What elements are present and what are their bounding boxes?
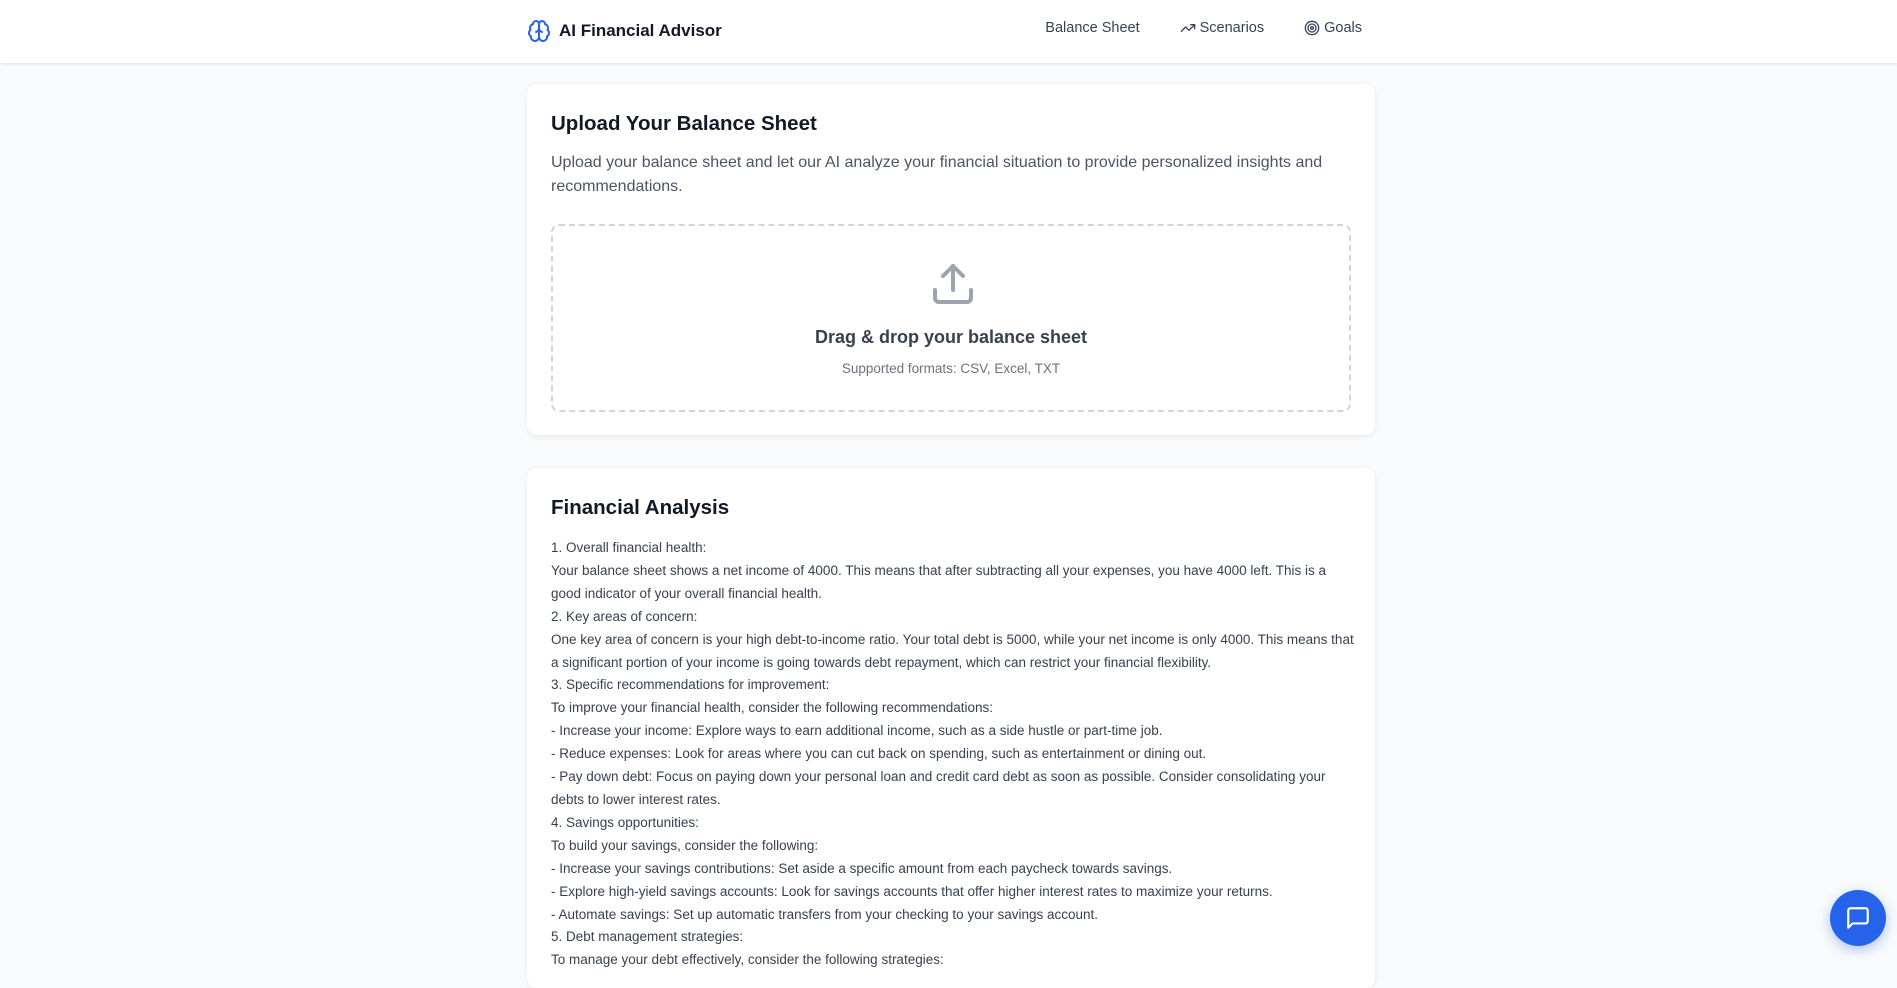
chat-icon bbox=[1845, 905, 1871, 931]
chat-button[interactable] bbox=[1830, 890, 1886, 946]
analysis-line: 5. Debt management strategies: bbox=[551, 929, 744, 945]
nav-goals-label: Goals bbox=[1324, 20, 1362, 36]
analysis-line: - Reduce expenses: Look for areas where you can cut back on spending, such as entertainment or dining out. bbox=[551, 746, 1207, 762]
analysis-line: 3. Specific recommendations for improvement: bbox=[551, 677, 830, 693]
analysis-line: 4. Savings opportunities: bbox=[551, 814, 699, 830]
analysis-line: To improve your financial health, consider the following recommendations: bbox=[551, 700, 993, 716]
brand[interactable] bbox=[527, 19, 722, 43]
nav-balance-sheet-label: Balance Sheet bbox=[1045, 20, 1140, 36]
upload-description: Upload your balance sheet and let our AI analyze your financial situation to provide personalized insights and recommendations. bbox=[551, 154, 1323, 195]
analysis-line: - Automate savings: Set up automatic transfers from your checking to your savings account. bbox=[551, 906, 1099, 922]
analysis-line: To build your savings, consider the following: bbox=[551, 837, 819, 853]
analysis-line: Your balance sheet shows a net income of 4000. This means that after subtracting all your expenses, you have 4000 left. This is a good indicator of your overall financial health. bbox=[551, 562, 1326, 601]
nav-scenarios[interactable] bbox=[1180, 20, 1264, 36]
analysis-line: - Pay down debt: Focus on paying down your personal loan and credit card debt as soon as possible. Consider consolidating your debts to lower interest rates. bbox=[551, 769, 1326, 807]
target-icon bbox=[1304, 20, 1320, 36]
nav-scenarios-label: Scenarios bbox=[1199, 20, 1265, 36]
app-title: AI Financial Advisor bbox=[559, 21, 722, 40]
nav-goals[interactable] bbox=[1304, 20, 1362, 36]
analysis-line: - Increase your income: Explore ways to earn additional income, such as a side hustle or part-time job. bbox=[551, 723, 1163, 739]
analysis-title: Financial Analysis bbox=[551, 496, 730, 519]
analysis-line: 2. Key areas of concern: bbox=[551, 608, 698, 624]
file-dropzone[interactable] bbox=[551, 224, 1351, 412]
upload-icon bbox=[929, 260, 977, 308]
analysis-line: - Explore high-yield savings accounts: Look for savings accounts that offer higher interest rates to maximize your returns. bbox=[551, 883, 1273, 899]
analysis-line: One key area of concern is your high debt-to-income ratio. Your total debt is 5000, while your net income is only 4000. This means that a significant portion of your income is going towards debt repayment, which can restrict your financial flexibility. bbox=[551, 631, 1354, 670]
analysis-card bbox=[527, 468, 1375, 988]
top-navbar bbox=[0, 0, 1897, 63]
main-nav bbox=[1045, 20, 1362, 36]
brain-icon bbox=[527, 19, 551, 43]
dropzone-formats: Supported formats: CSV, Excel, TXT bbox=[841, 361, 1061, 376]
nav-balance-sheet[interactable] bbox=[1045, 20, 1139, 36]
upload-card bbox=[527, 84, 1375, 435]
trending-up-icon bbox=[1180, 20, 1196, 36]
analysis-line: To manage your debt effectively, consider the following strategies: bbox=[551, 952, 944, 968]
analysis-line: - Increase your savings contributions: Set aside a specific amount from each paycheck towards savings. bbox=[551, 860, 1173, 876]
analysis-line: 1. Overall financial health: bbox=[551, 540, 707, 555]
upload-title: Upload Your Balance Sheet bbox=[551, 112, 817, 135]
dropzone-title: Drag & drop your balance sheet bbox=[814, 327, 1088, 347]
analysis-text bbox=[551, 537, 1357, 972]
